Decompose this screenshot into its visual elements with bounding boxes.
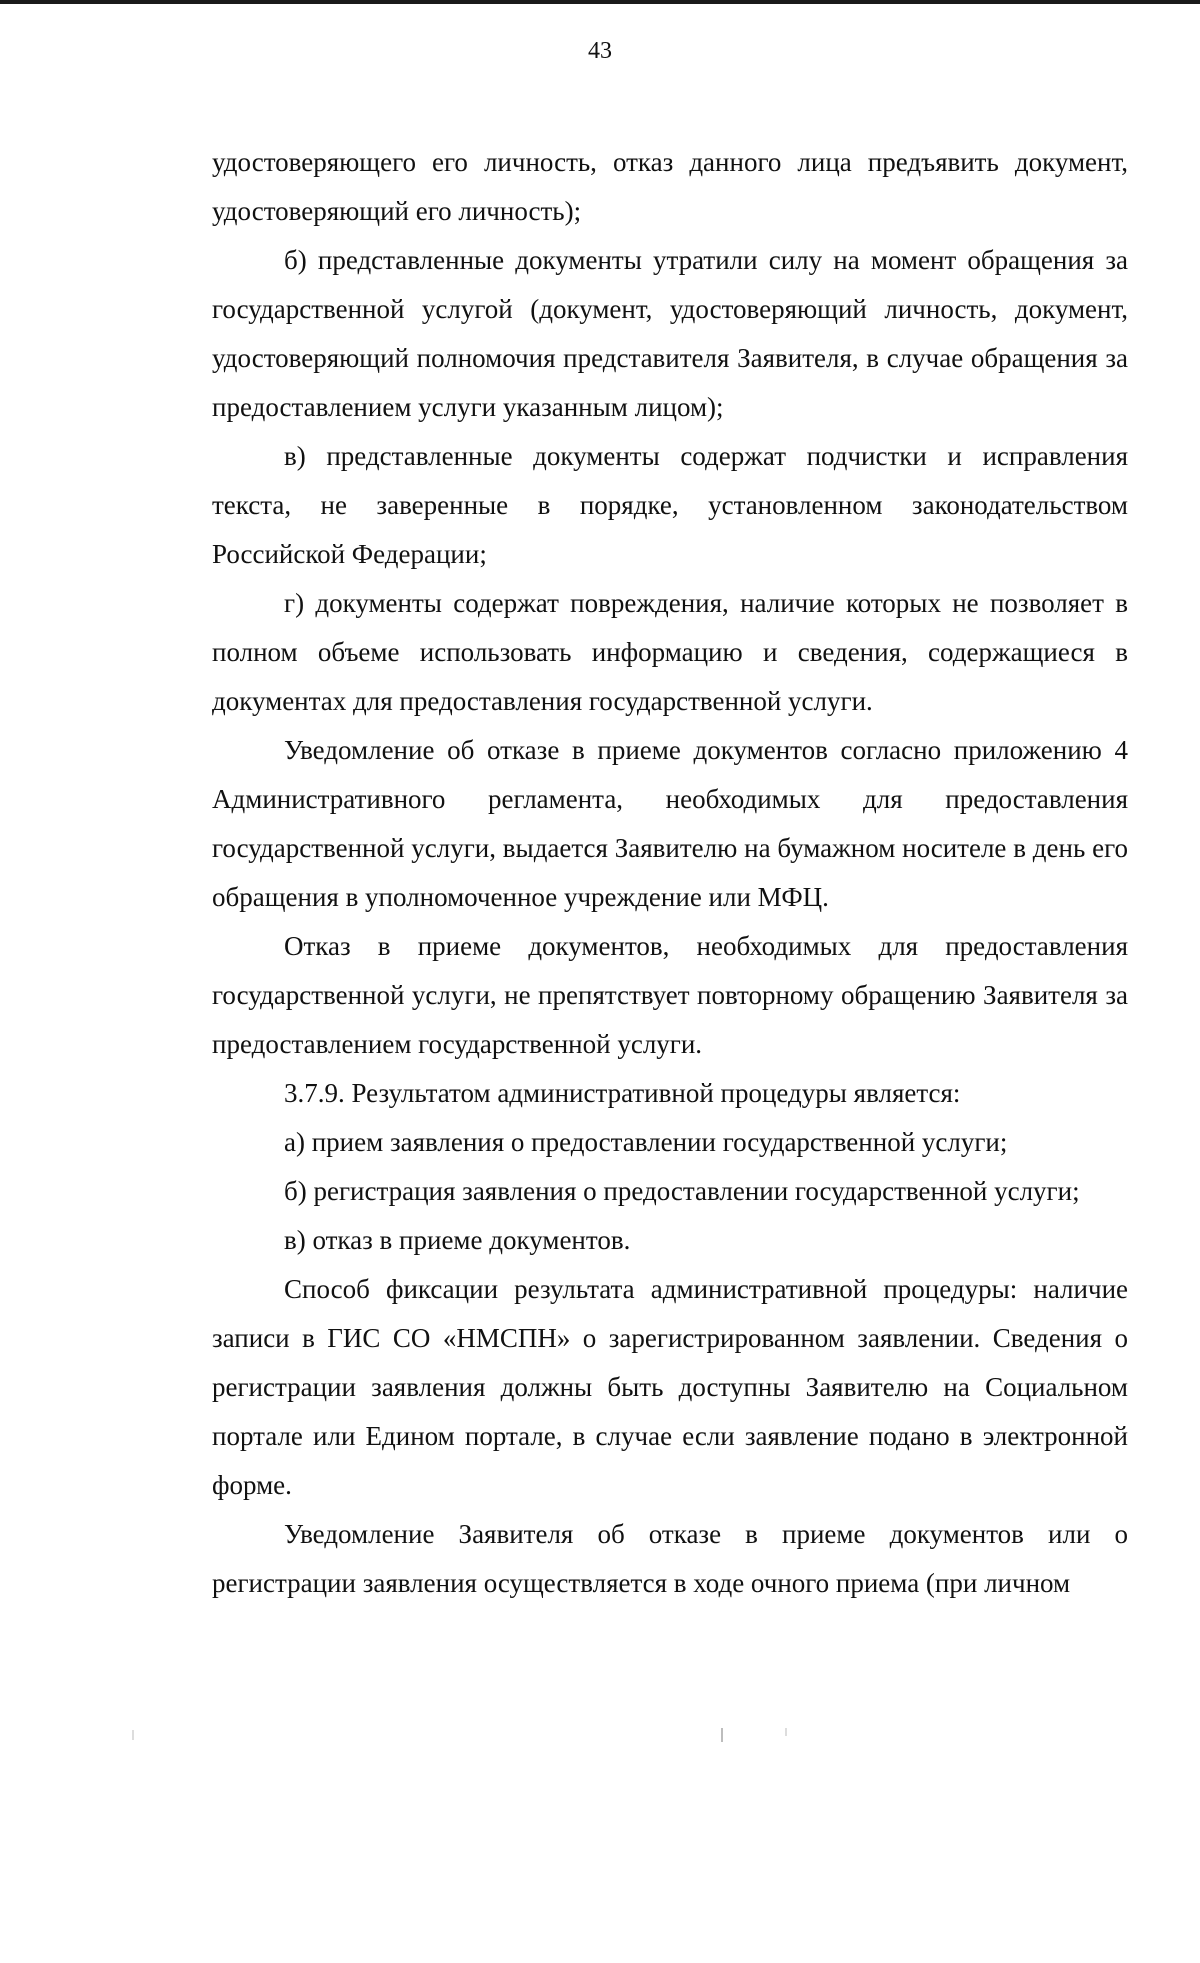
- scan-artifact-mark: [132, 1730, 134, 1740]
- paragraph-erasures-corrections: в) представленные документы содержат подчистки и исправления текста, не заверенные в порядке, установленном законодательством Российской Федерации;: [212, 441, 1128, 569]
- paragraph-refusal-no-obstacle: Отказ в приеме документов, необходимых для предоставления государственной услуги, не препятствует повторному обращению Заявителя за предоставлением государственной услуги.: [212, 931, 1128, 1059]
- paragraph-result-heading: 3.7.9. Результатом административной процедуры является:: [284, 1078, 961, 1108]
- scan-artifact-mark: [721, 1728, 723, 1742]
- paragraph-applicant-notification: Уведомление Заявителя об отказе в приеме документов или о регистрации заявления осуществляется в ходе очного приема (при личном: [212, 1519, 1128, 1598]
- paragraph-result-item-a: а) прием заявления о предоставлении государственной услуги;: [284, 1127, 1008, 1157]
- paragraph-result-item-b: б) регистрация заявления о предоставлении государственной услуги;: [284, 1176, 1080, 1206]
- scan-top-border: [0, 0, 1200, 4]
- document-body: [212, 138, 1128, 1608]
- paragraph-refusal-notice: Уведомление об отказе в приеме документов согласно приложению 4 Административного регламента, необходимых для предоставления государственной услуги, выдается Заявителю на бумажном носителе в день его обращения в уполномоченное учреждение или МФЦ.: [212, 735, 1128, 912]
- scan-artifact-mark: [785, 1728, 787, 1736]
- paragraph-identity-continuation: удостоверяющего его личность, отказ данного лица предъявить документ, удостоверяющий его личность);: [212, 147, 1128, 226]
- paragraph-expired-documents: б) представленные документы утратили силу на момент обращения за государственной услугой (документ, удостоверяющий личность, документ, удостоверяющий полномочия представителя Заявителя, в случае обращения за предоставлением услуги указанным лицом);: [212, 245, 1128, 422]
- page-number: 43: [588, 38, 612, 64]
- paragraph-fixation-method: Способ фиксации результата административной процедуры: наличие записи в ГИС СО «НМСПН» о зарегистрированном заявлении. Сведения о регистрации заявления должны быть доступны Заявителю на Социальном портале или Едином портале, в случае если заявление подано в электронной форме.: [212, 1274, 1128, 1500]
- paragraph-damaged-documents: г) документы содержат повреждения, наличие которых не позволяет в полном объеме использовать информацию и сведения, содержащиеся в документах для предоставления государственной услуги.: [212, 588, 1128, 716]
- paragraph-result-item-c: в) отказ в приеме документов.: [284, 1225, 631, 1255]
